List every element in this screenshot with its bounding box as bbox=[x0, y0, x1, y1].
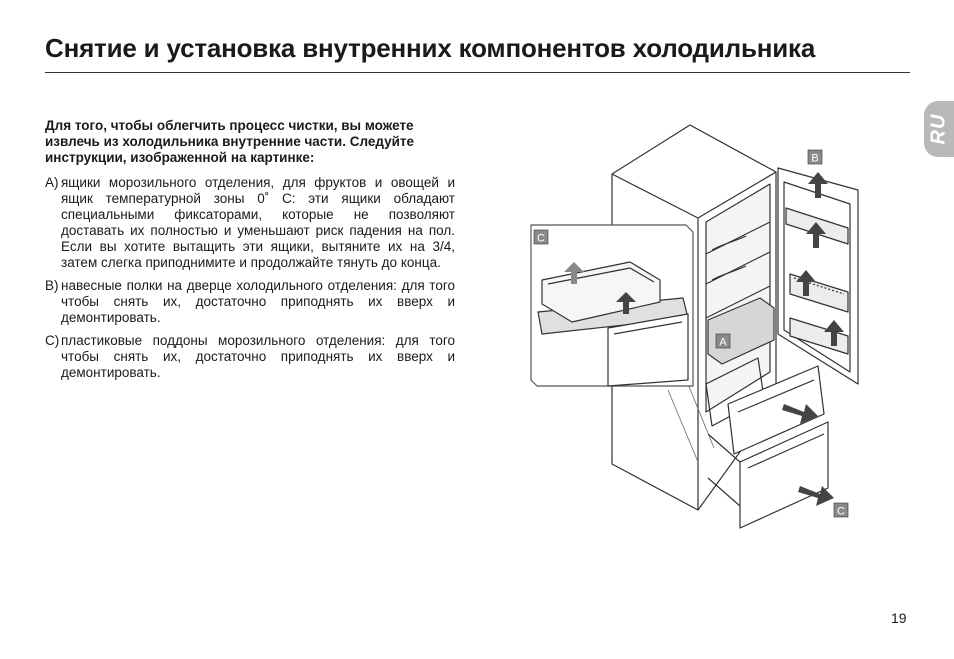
label-a: A bbox=[719, 336, 727, 349]
intro-paragraph: Для того, чтобы облегчить процесс чистки, вы можете извлечь из холодильника внутренние части. Следуйте инструкции, изображенной на картинке: bbox=[45, 118, 415, 165]
label-c-inset: C bbox=[537, 232, 545, 245]
instruction-item-a bbox=[45, 175, 455, 271]
label-c-drawer: C bbox=[837, 505, 845, 518]
item-marker: A) bbox=[45, 175, 59, 190]
instruction-item-b bbox=[45, 278, 455, 326]
item-text: навесные полки на дверце холодильного отделения: для того чтобы снять их, достаточно приподнять их вверх и демонтировать. bbox=[61, 278, 455, 325]
language-tab-label: RU bbox=[927, 113, 950, 145]
fridge-drawing bbox=[528, 122, 863, 532]
page-title: Снятие и установка внутренних компонентов холодильника bbox=[45, 33, 816, 63]
title-divider bbox=[45, 72, 910, 73]
page-number: 19 bbox=[891, 610, 907, 626]
instruction-item-c bbox=[45, 333, 455, 381]
item-text: пластиковые поддоны морозильного отделения: для того чтобы снять их, достаточно приподнять их вверх и демонтировать. bbox=[61, 333, 455, 380]
label-b: B bbox=[811, 152, 819, 165]
language-tab bbox=[924, 101, 954, 157]
item-text: ящики морозильного отделения, для фруктов и овощей и ящик температурной зоны 0˚ С: эти ящики обладают специальными фиксаторами, которые не позволяют доставать их полностью и уменьшают риск падения на пол. Если вы хотите вытащить эти ящики, вытяните их на 3/4, затем слегка приподнимите и продолжайте тянуть до конца. bbox=[61, 175, 455, 270]
fridge-illustration bbox=[528, 122, 863, 532]
instructions-column bbox=[45, 118, 455, 388]
item-marker: B) bbox=[45, 278, 59, 293]
item-marker: C) bbox=[45, 333, 60, 348]
